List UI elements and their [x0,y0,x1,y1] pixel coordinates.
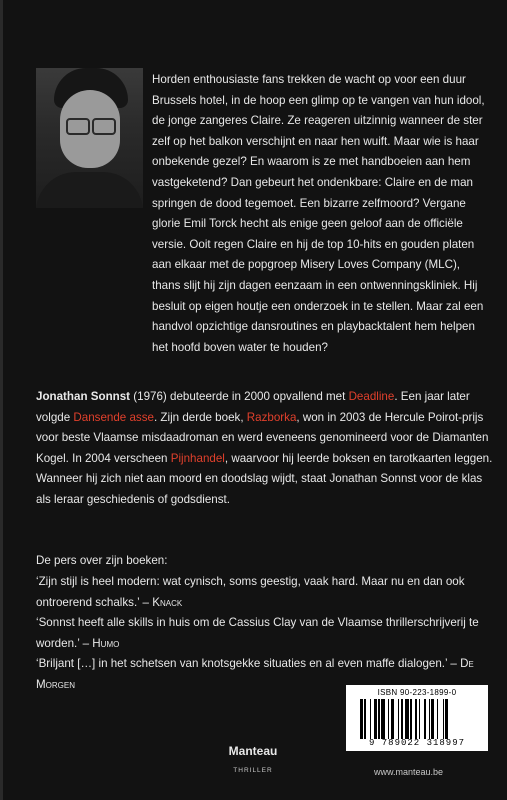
synopsis-text: Horden enthousiaste fans trekken de wacht op voor een duur Brussels hotel, in de hoop een glimp op te vangen van hun idool, de jonge zangeres Claire. Ze reageren uitzinnig wanneer de ster zelf op het balkon verschijnt en naar hen wuift. Maar wie is haar onbekende gezel? En waarom is ze met handboeien aan hem vastgeketend? Dan gebeurt het ondenkbare: Claire en de man springen de dood tegemoet. Een bizarre zelfmoord? Vergane glorie Emil Torck hecht als enige geen geloof aan de officiële versie. Ooit regen Claire en hij de top 10-hits en gouden platen aan elkaar met de popgroep Misery Loves Company (MLC), thans slijt hij zijn dagen eenzaam in een ontwenningskliniek. Hij besluit op eigen houtje een onderzoek in te stellen. Maar zal een handvol opzichtige dansroutines en playbacktalent hem helpen het hoofd boven water te houden? [152,73,485,354]
barcode-bar [401,699,404,739]
press-quotes [36,572,496,696]
barcode-bar [431,699,434,739]
book-title: Deadline [348,390,395,403]
barcode-bars [360,699,476,739]
barcode-number: 9 789022 318997 [368,738,465,748]
barcode-bar [437,699,438,739]
author-photo [36,68,143,208]
barcode-bar [378,699,379,739]
author-name: Jonathan Sonnst [36,390,131,403]
isbn-label: ISBN 90-223-1899-0 [377,688,457,697]
barcode-bar [410,699,411,739]
barcode-bar [360,699,363,739]
imprint-label: THRILLER [233,767,273,774]
press-quote: ‘Briljant […] in het schetsen van knotsgekke situaties en al even maffe dialogen.’ – De Morgen [36,657,474,691]
quote-source: Knack [152,595,183,609]
barcode-bar [443,699,444,739]
book-title: Razborka [246,410,297,424]
book-title: Pijnhandel [170,451,225,465]
barcode-bar [398,699,399,739]
barcode-bar [374,699,377,739]
barcode-bar [405,699,409,739]
barcode-bar [445,699,448,739]
press-quote: ‘Sonnst heeft alle skills in huis om de Cassius Clay van de Vlaamse thrillerschrijverij te worden.’ – Humo [36,616,479,650]
barcode-bar [391,699,394,739]
press-heading: De pers over zijn boeken: [36,554,168,567]
barcode-bar [388,699,389,739]
barcode-bar [424,699,425,739]
barcode-bar [364,699,365,739]
quote-source: Humo [92,636,120,650]
press-quote: ‘Zijn stijl is heel modern: wat cynisch, soms geestig, vaak hard. Maar nu en dan ook ontroerend schalks.’ – Knack [36,575,465,609]
barcode-bar [419,699,420,739]
barcode-bar [370,699,371,739]
book-title: Dansende asse [73,410,154,424]
spine-edge [0,0,3,800]
barcode-bar [415,699,418,739]
isbn-barcode [346,685,488,751]
barcode-bar [381,699,385,739]
quote-source: De Morgen [36,657,474,691]
publisher-logo: Manteau [228,744,278,758]
publisher-website: www.manteau.be [374,767,444,777]
author-bio: Jonathan Sonnst (1976) debuteerde in 2000 opvallend met Deadline. Een jaar later volgde Dansende asse. Zijn derde boek, Razborka, won in 2003 de Hercule Poirot-prijs voor beste Vlaamse misdaadroman en werd eveneens genomineerd voor de Diamanten Kogel. In 2004 verscheen Pijnhandel, waarvoor hij leerde boksen en tarotkaarten leggen. Wanneer hij zich niet aan moord en doodslag wijdt, staat Jonathan Sonnst voor de klas als leraar geschiedenis of godsdienst. [36,390,493,506]
barcode-bar [429,699,430,739]
